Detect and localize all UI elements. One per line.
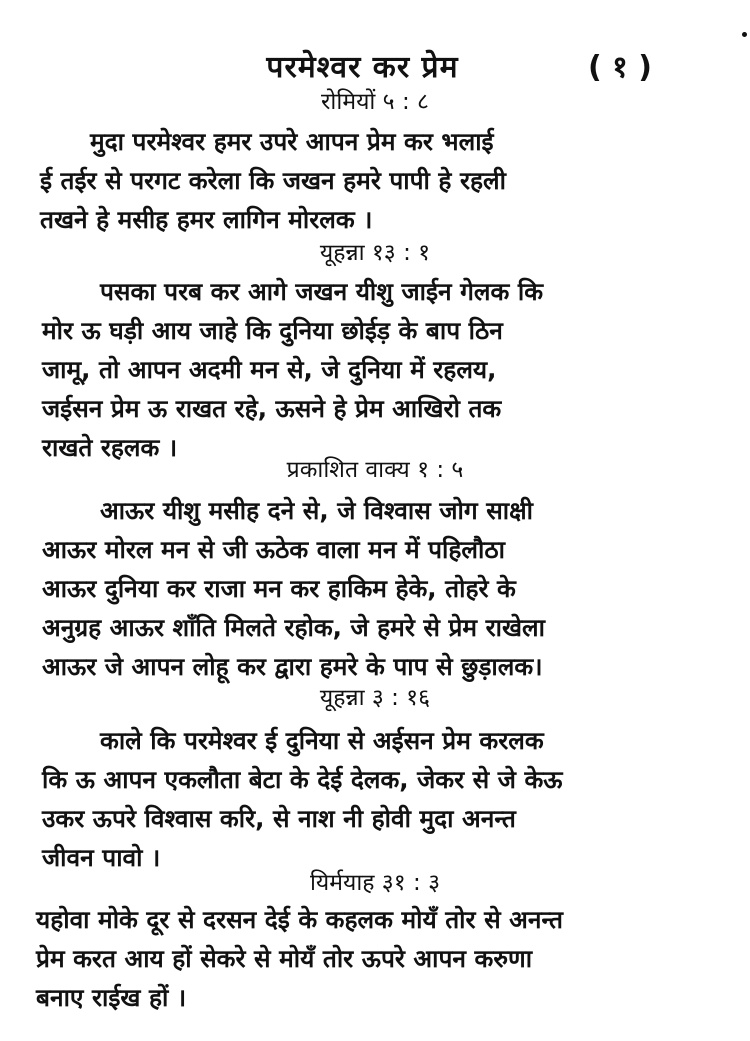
verse-line: आऊर जे आपन लोहू कर द्वारा हमरे के पाप से छुड़ालक।: [42, 652, 543, 681]
corner-mark: [742, 32, 747, 37]
verse-line: मुदा परमेश्वर हमर उपरे आपन प्रेम कर भलाई: [90, 127, 494, 156]
verse-reference: यूहन्ना १३ : १: [319, 240, 431, 266]
verse-line: तखने हे मसीह हमर लागिन मोरलक ।: [40, 205, 373, 234]
verse-line: प्रेम करत आय हों सेकरे से मोयँ तोर ऊपरे आपन करुणा: [36, 944, 533, 973]
verse-line: कि ऊ आपन एकलौता बेटा के देई देलक, जेकर से जे केऊ: [42, 765, 563, 794]
verse-line: बनाए राईख हों ।: [36, 983, 187, 1012]
verse-line: आऊर दुनिया कर राजा मन कर हाकिम हेके, तोहरे के: [42, 574, 516, 603]
verse-line: पसका परब कर आगे जखन यीशु जाईन गेलक कि: [100, 277, 544, 306]
page-title: परमेश्वर कर प्रेम: [266, 50, 459, 85]
verse-line: जामू, तो आपन अदमी मन से, जे दुनिया में रहलय,: [42, 355, 497, 384]
verse-line: मोर ऊ घड़ी आय जाहे कि दुनिया छोईड़ के बाप ठिन: [42, 316, 503, 345]
verse-line: ई तईर से परगट करेला कि जखन हमरे पापी हे रहली: [40, 166, 506, 195]
verse-reference: प्रकाशित वाक्य १ : ५: [286, 457, 464, 483]
verse-reference: रोमियों ५ : ८: [321, 89, 429, 115]
verse-line: यहोवा मोके दूर से दरसन देई के कहलक मोयँ तोर से अनन्त: [36, 905, 563, 934]
verse-line: जईसन प्रेम ऊ राखत रहे, ऊसने हे प्रेम आखिरो तक: [42, 394, 502, 423]
verse-reference: यिर्मयाह ३१ : ३: [309, 870, 441, 896]
verse-reference: यूहन्ना ३ : १६: [319, 685, 431, 711]
verse-line: आऊर यीशु मसीह दने से, जे विश्वास जोग साक्षी: [100, 496, 534, 525]
verse-line: राखते रहलक ।: [42, 433, 178, 462]
verse-line: अनुग्रह आऊर शाँति मिलते रहोक, जे हमरे से प्रेम राखेला: [42, 613, 545, 642]
page-number: ( १ ): [588, 50, 652, 85]
verse-line: उकर ऊपरे विश्वास करि, से नाश नी होवी मुदा अनन्त: [42, 804, 516, 833]
verse-line: जीवन पावो ।: [42, 843, 161, 872]
verse-line: आऊर मोरल मन से जी ऊठेक वाला मन में पहिलौठा: [42, 535, 505, 564]
verse-line: काले कि परमेश्वर ई दुनिया से अईसन प्रेम करलक: [100, 726, 544, 755]
